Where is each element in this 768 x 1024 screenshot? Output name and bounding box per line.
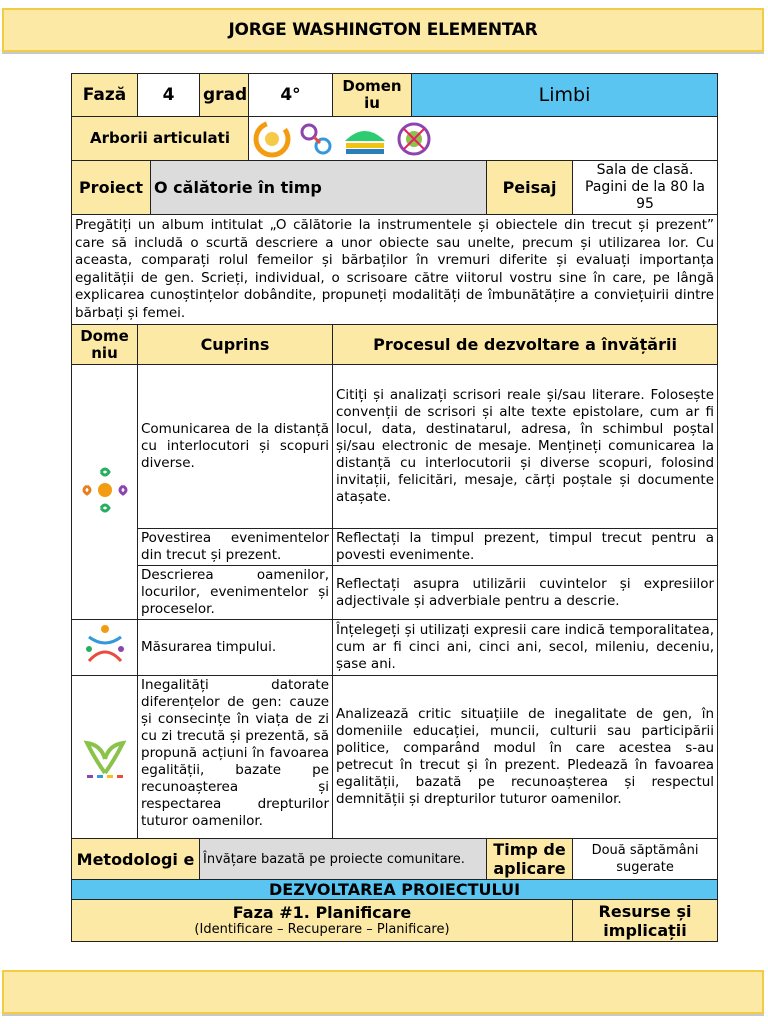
domain-column-header: Dome niu: [72, 325, 138, 365]
content-cell: Descrierea oamenilor, locurilor, evenimentelor și proceselor.: [138, 566, 333, 620]
content-cell: Comunicarea de la distanță cu interlocutori și scopuri diverse.: [138, 365, 333, 529]
time-label: Timp de aplicare: [487, 839, 573, 880]
lesson-plan-table: [71, 73, 718, 942]
domain-value: Limbi: [412, 74, 718, 117]
scenario-label: Peisaj: [487, 161, 573, 215]
human-logo-icon: [394, 119, 434, 159]
domain-icon-cell: [72, 620, 138, 676]
phase-subtitle: (Identificare – Recuperare – Planificare): [194, 922, 450, 937]
footer-banner: [2, 970, 764, 1014]
project-value: O călătorie în timp: [151, 161, 487, 215]
ethics-logo-icon: [340, 119, 390, 159]
community-logo-icon: [252, 119, 292, 159]
time-value: Două săptămâni sugerate: [573, 839, 718, 880]
knowledge-logo-icon: [296, 119, 336, 159]
time-domain-icon: [81, 621, 129, 669]
school-name: JORGE WASHINGTON ELEMENTAR: [228, 20, 538, 40]
phase-heading: [72, 900, 573, 942]
resources-label: Resurse și implicații: [573, 900, 718, 942]
process-column-header: Procesul de dezvoltare a învățării: [333, 325, 718, 365]
process-cell: Reflectați asupra utilizării cuvintelor și expresiilor adjectivale și adverbiale pentru a descrie.: [333, 566, 718, 620]
domain-label: Domen iu: [333, 74, 412, 117]
content-cell: Inegalități datorate diferențelor de gen: cauze și consecințe în viața de zi cu zi trecută și prezentă, să propună acțiuni în favoarea egalității, bazate pe recunoașterea și respectarea drepturilor tuturor oamenilor.: [138, 676, 333, 839]
project-description: Pregătiți un album intitulat „O călătorie la instrumentele și obiectele din trecut și prezent” care să includă o scurtă descriere a unor obiecte sau unelte, precum și utilizarea lor. Cu aceasta, comparați rolul femeilor și bărbaților în vremuri diferite și evaluați importanța egalității de gen. Scrieți, individual, o scrisoare către viitorul vostru sine în care, pe lângă explicarea cunoștințelor dobândite, propuneți modalități de îmbunătățire a conviețuirii dintre bărbați și femei.: [72, 215, 718, 325]
process-cell: Înțelegeți și utilizați expresii care indică temporalitatea, cum ar fi cinci ani, cinci ani, secol, mileniu, deceniu, șase ani.: [333, 620, 718, 676]
scenario-value: Sala de clasă. Pagini de la 80 la 95: [573, 161, 718, 215]
phase-label: Fază: [72, 74, 138, 117]
communication-domain-icon: [81, 464, 129, 516]
methodology-label: Metodologi e: [72, 839, 200, 880]
domain-icon-cell: [72, 676, 138, 839]
phase-title: Faza #1. Planificare: [232, 903, 412, 922]
methodology-value: Învățare bazată pe proiecte comunitare.: [200, 839, 487, 880]
content-column-header: Cuprins: [138, 325, 333, 365]
grade-value: 4°: [249, 74, 333, 117]
axes-logos: [249, 117, 718, 161]
equality-domain-icon: [81, 729, 129, 781]
content-cell: Povestirea evenimentelor din trecut și prezent.: [138, 529, 333, 566]
development-title: DEZVOLTAREA PROIECTULUI: [72, 880, 718, 900]
axes-label: Arborii articulati: [72, 117, 249, 161]
phase-value: 4: [138, 74, 200, 117]
project-label: Proiect: [72, 161, 151, 215]
process-cell: Citiți și analizați scrisori reale și/sau literare. Folosește convenții de scrisori și alte texte epistolare, cum ar fi locul, data, destinatarul, adresa, în schimbul poștal și/sau electronic de mesaje. Mențineți comunicarea la distanță cu interlocutorii și diverse scopuri, folosind invitații, felicitări, mesaje, cărți poștale și documente atașate.: [333, 365, 718, 529]
domain-icon-cell: [72, 365, 138, 620]
grade-label: grad: [200, 74, 249, 117]
content-cell: Măsurarea timpului.: [138, 620, 333, 676]
process-cell: Analizează critic situațiile de inegalitate de gen, în domeniile educației, muncii, culturii sau participării politice, comparând modul în care acestea s-au petrecut în trecut și în prezent. Pledează în favoarea egalității, bazată pe recunoașterea și respectul demnității și drepturilor tuturor oamenilor.: [333, 676, 718, 839]
school-banner: [2, 8, 764, 52]
process-cell: Reflectați la timpul prezent, timpul trecut pentru a povesti evenimente.: [333, 529, 718, 566]
